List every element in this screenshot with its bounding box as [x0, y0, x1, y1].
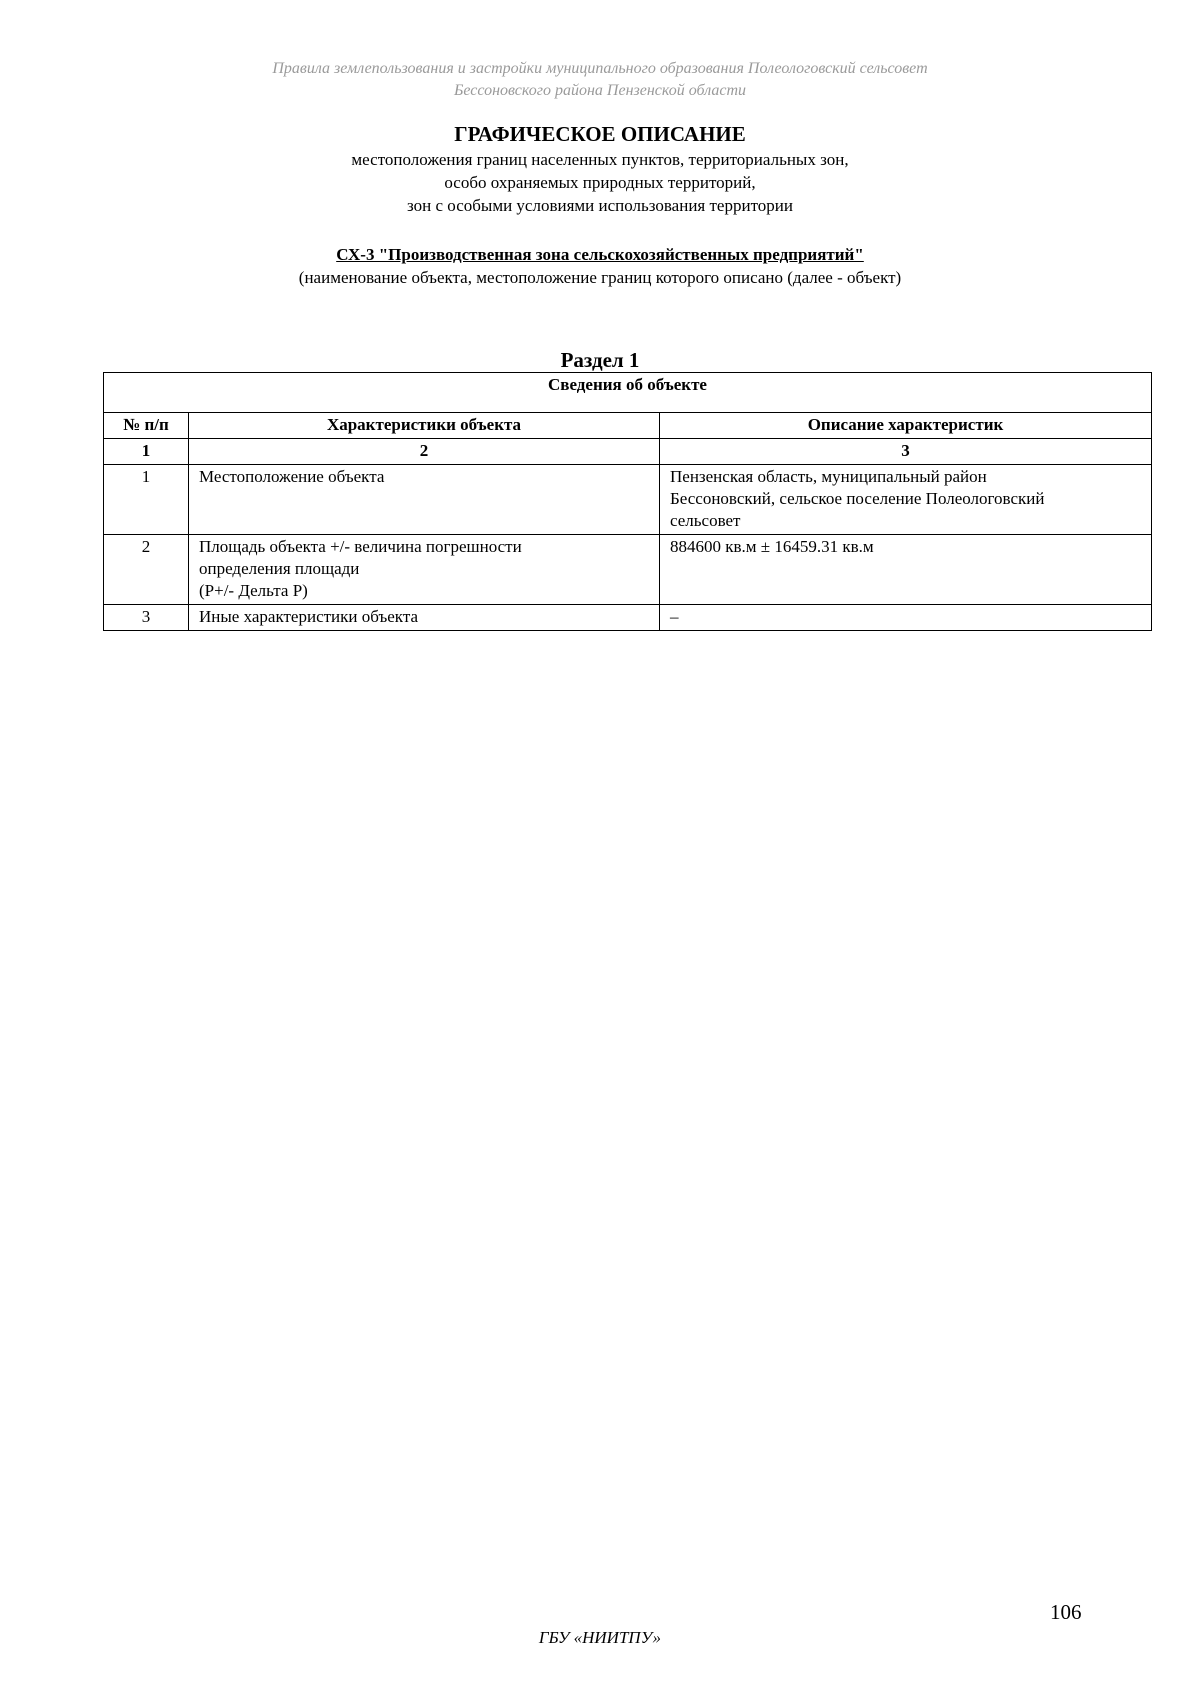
table-row	[104, 465, 1152, 535]
table-caption-row	[104, 373, 1152, 413]
characteristic-line: Иные характеристики объекта	[199, 607, 419, 626]
page-header-line-2: Бессоновского района Пензенской области	[453, 82, 747, 99]
header-number: № п/п	[104, 413, 189, 439]
characteristic-line: определения площади	[199, 559, 360, 578]
description-line: –	[670, 607, 679, 626]
object-caption: (наименование объекта, местоположение границ которого описано (далее - объект)	[298, 268, 902, 287]
object-info-table	[103, 372, 1152, 631]
row-description	[660, 535, 1152, 605]
row-characteristic	[189, 605, 660, 631]
row-characteristic	[189, 465, 660, 535]
document-subtitle-line-3: зон с особыми условиями использования территории	[407, 196, 793, 215]
characteristic-line: Площадь объекта +/- величина погрешности	[199, 537, 522, 556]
row-description	[660, 465, 1152, 535]
row-number: 3	[104, 605, 189, 631]
description-line: сельсовет	[670, 511, 741, 530]
row-characteristic	[189, 535, 660, 605]
row-number: 2	[104, 535, 189, 605]
table-header-row	[104, 413, 1152, 439]
section-title: Раздел 1	[560, 348, 640, 372]
row-number: 1	[104, 465, 189, 535]
title-block	[0, 120, 1200, 217]
characteristic-line: (P+/- Дельта P)	[199, 581, 308, 600]
document-subtitle-line-2: особо охраняемых природных территорий,	[444, 173, 756, 192]
table-column-number-row	[104, 439, 1152, 465]
table-caption: Сведения об объекте	[104, 373, 1152, 413]
object-name: СХ-3 "Производственная зона сельскохозяйственных предприятий"	[336, 245, 864, 264]
description-line: Пензенская область, муниципальный район	[670, 467, 987, 486]
column-number-2: 2	[189, 439, 660, 465]
description-line: 884600 кв.м ± 16459.31 кв.м	[670, 537, 874, 556]
page-footer: ГБУ «НИИТПУ»	[538, 1628, 662, 1647]
page-header	[0, 58, 1200, 102]
header-description: Описание характеристик	[660, 413, 1152, 439]
column-number-1: 1	[104, 439, 189, 465]
characteristic-line: Местоположение объекта	[199, 467, 385, 486]
column-number-3: 3	[660, 439, 1152, 465]
page-header-line-1: Правила землепользования и застройки муниципального образования Полеологовский сельсовет	[272, 60, 928, 77]
table-row	[104, 535, 1152, 605]
row-description	[660, 605, 1152, 631]
table-row	[104, 605, 1152, 631]
document-subtitle-line-1: местоположения границ населенных пунктов, территориальных зон,	[351, 150, 849, 169]
page-number: 106	[1050, 1600, 1082, 1624]
description-line: Бессоновский, сельское поселение Полеологовский	[670, 489, 1045, 508]
document-title: ГРАФИЧЕСКОЕ ОПИСАНИЕ	[454, 122, 746, 146]
header-characteristic: Характеристики объекта	[189, 413, 660, 439]
object-block	[0, 243, 1200, 289]
